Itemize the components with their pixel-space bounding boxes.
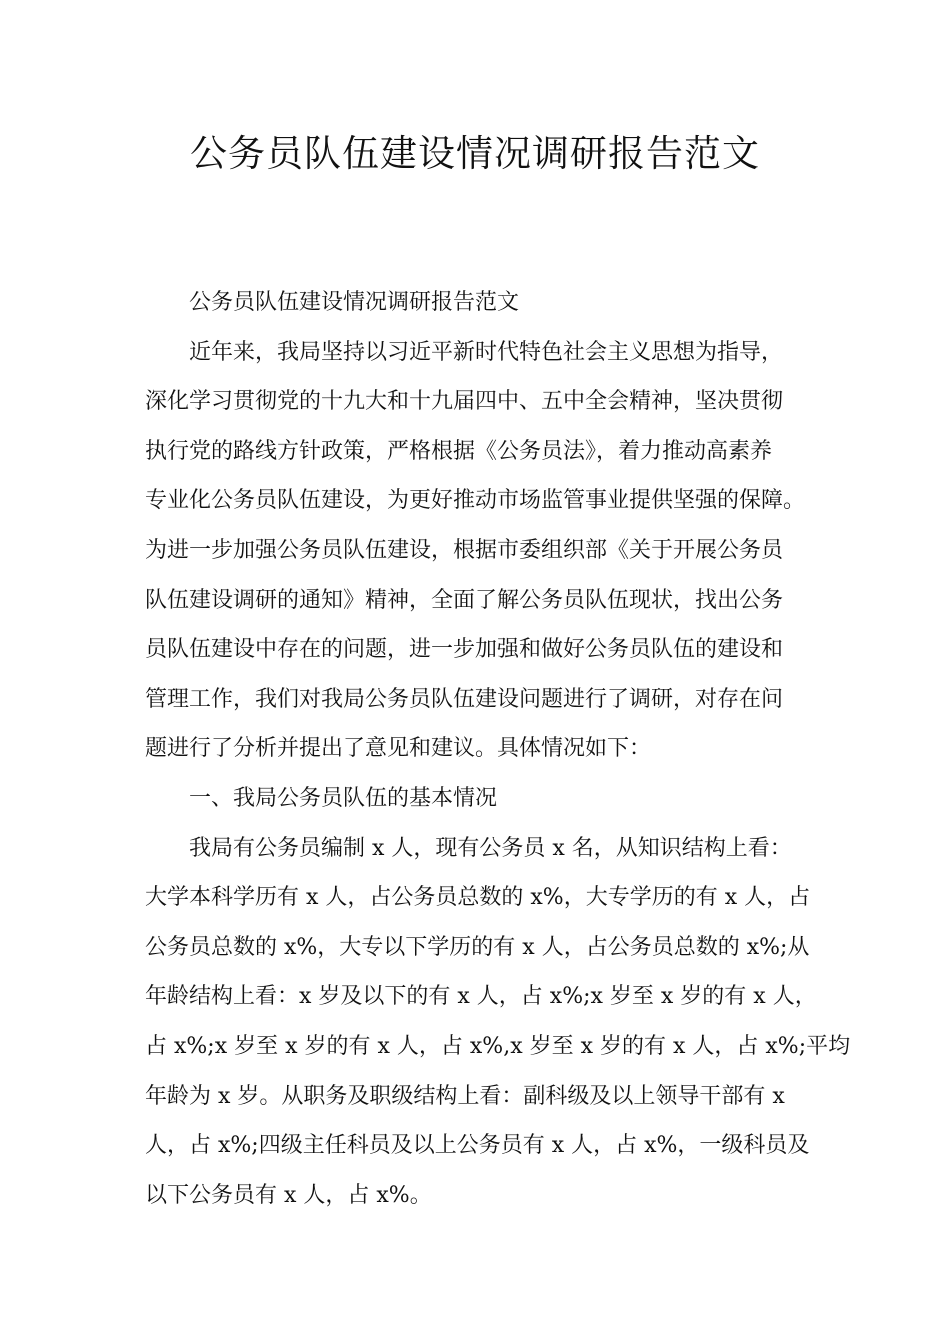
paragraph-line: 题进行了分析并提出了意见和建议。具体情况如下： <box>145 736 652 762</box>
paragraph-line: 年龄结构上看：x 岁及以下的有 x 人，占 x%;x 岁至 x 岁的有 x 人， <box>145 984 817 1010</box>
paragraph-line: 大学本科学历有 x 人，占公务员总数的 x%，大专学历的有 x 人，占 <box>145 885 811 911</box>
paragraph-line: 队伍建设调研的通知》精神，全面了解公务员队伍现状，找出公务 <box>145 587 784 613</box>
intro-paragraph <box>145 328 825 774</box>
paragraph-line: 以下公务员有 x 人，占 x%。 <box>145 1182 432 1208</box>
paragraph-line: 深化学习贯彻党的十九大和十九届四中、五中全会精神，坚决贯彻 <box>145 389 784 415</box>
paragraph-line: 年龄为 x 岁。从职务及职级结构上看：副科级及以上领导干部有 x <box>145 1083 785 1109</box>
paragraph-line: 人，占 x%;四级主任科员及以上公务员有 x 人，占 x%，一级科员及 <box>145 1133 810 1159</box>
paragraph-line: 为进一步加强公务员队伍建设，根据市委组织部《关于开展公务员 <box>145 537 784 563</box>
document-title: 公务员队伍建设情况调研报告范文 <box>190 132 760 175</box>
section-paragraph <box>145 824 851 1221</box>
paragraph-line: 公务员总数的 x%，大专以下学历的有 x 人，占公务员总数的 x%;从 <box>145 934 810 960</box>
section-heading: 一、我局公务员队伍的基本情况 <box>189 785 498 811</box>
paragraph-line: 专业化公务员队伍建设，为更好推动市场监管事业提供坚强的保障。 <box>145 488 806 514</box>
paragraph-line: 近年来，我局坚持以习近平新时代特色社会主义思想为指导， <box>189 339 784 365</box>
document-body <box>145 278 851 1220</box>
paragraph-line: 执行党的路线方针政策，严格根据《公务员法》，着力推动高素养 <box>145 438 773 464</box>
paragraph-line: 我局有公务员编制 x 人，现有公务员 x 名，从知识结构上看： <box>189 835 792 861</box>
paragraph-line: 管理工作，我们对我局公务员队伍建设问题进行了调研，对存在问 <box>145 686 784 712</box>
document-subtitle: 公务员队伍建设情况调研报告范文 <box>189 290 520 315</box>
paragraph-line: 占 x%;x 岁至 x 岁的有 x 人，占 x%,x 岁至 x 岁的有 x 人，占 x%;平均 <box>145 1033 851 1059</box>
paragraph-line: 员队伍建设中存在的问题，进一步加强和做好公务员队伍的建设和 <box>145 637 784 663</box>
